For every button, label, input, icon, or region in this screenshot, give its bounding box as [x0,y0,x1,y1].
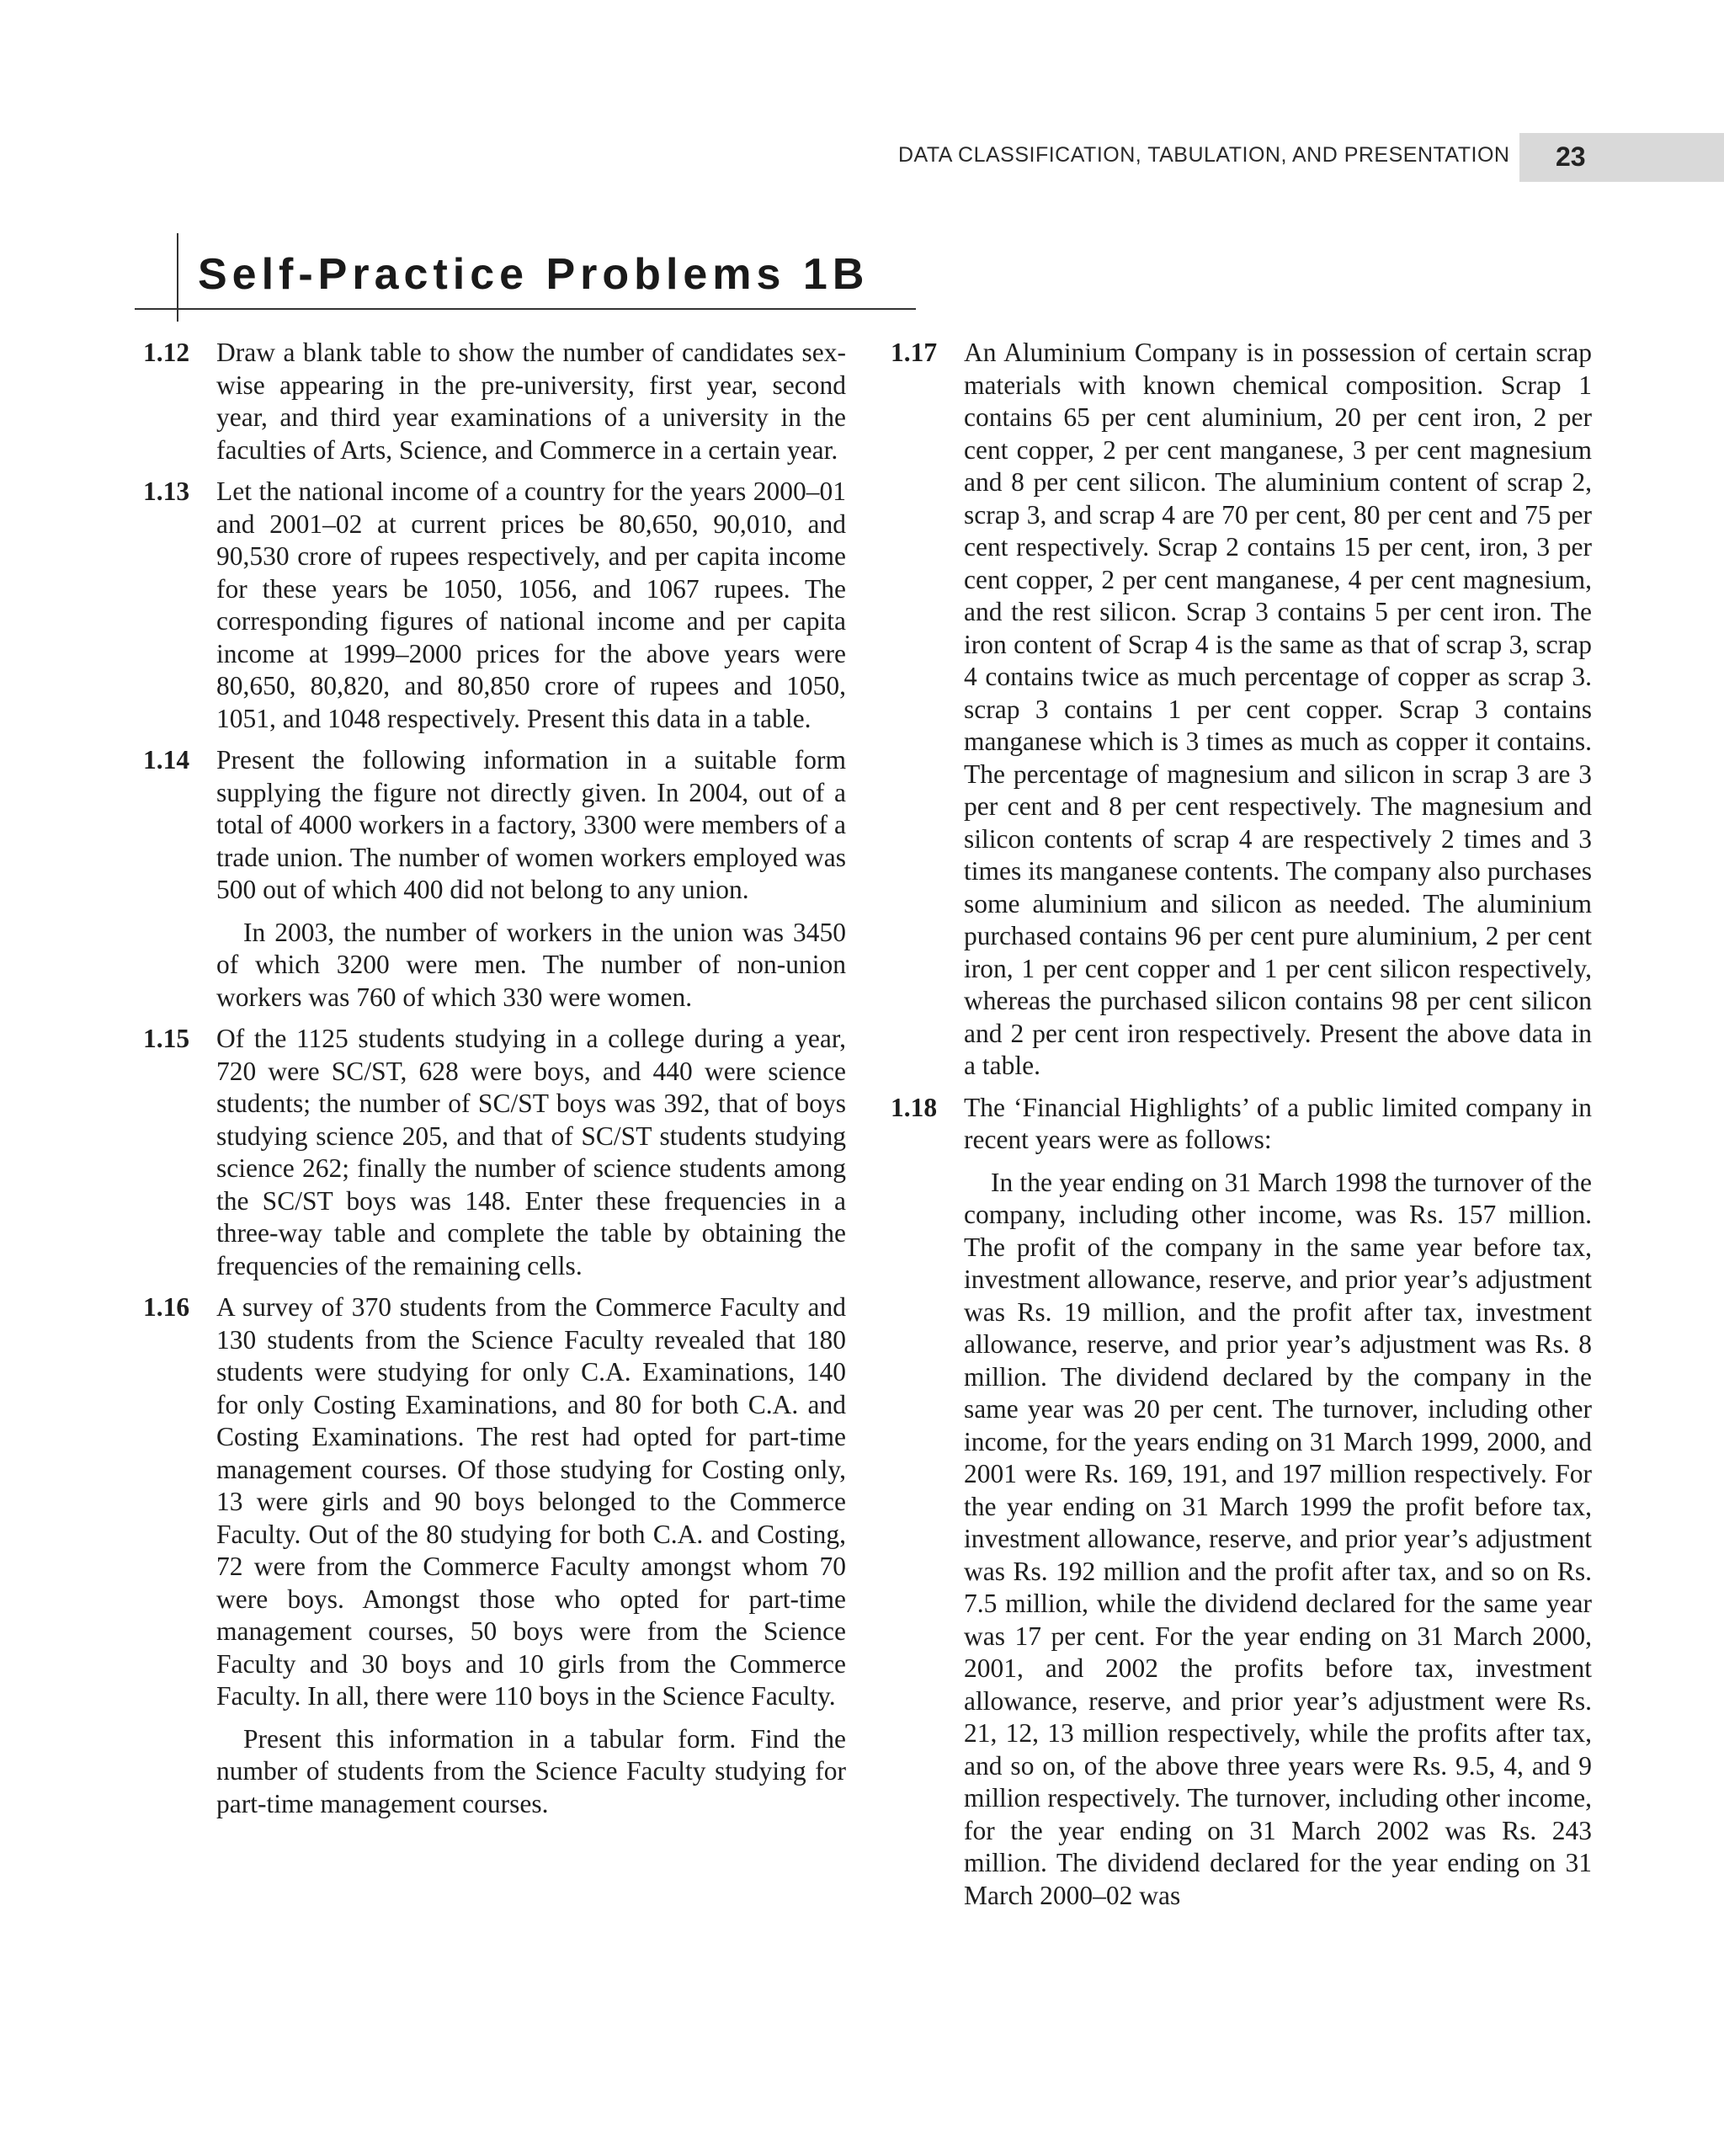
problem-text [216,337,846,466]
problem-text [216,1023,846,1282]
problem-number: 1.17 [891,338,938,367]
problem-text [216,744,846,1014]
section-title: Self-Practice Problems 1B [198,250,870,299]
problem-paragraph: Present the following information in a suitable form supplying the figure not directly given. In 2004, out of a total of 4000 workers in a factory, 3300 were members of a trade union. The number of women workers employed was 500 out of which 400 did not belong to any union. [216,745,846,904]
problem-text [216,1291,846,1820]
problem-1-18 [891,1092,1592,1913]
problem-number: 1.12 [143,338,190,367]
problem-number: 1.18 [891,1092,938,1122]
problem-number: 1.13 [143,476,190,506]
problem-paragraph: In the year ending on 31 March 1998 the turnover of the company, including other income, was Rs. 157 million. The profit of the company in the same year before tax, investment allowance, reserve, and prior year’s adjustment was Rs. 19 million, and the profit after tax, investment allowance, reserve, and prior year’s adjustment was Rs. 8 million. The dividend declared by the company in the same year was 20 per cent. The turnover, including other income, for the years ending on 31 March 1999, 2000, and 2001 were Rs. 169, 191, and 197 million respectively. For the year ending on 31 March 1999 the profit before tax, investment allowance, reserve, and prior year’s adjustment was Rs. 192 million and the profit after tax, and so on Rs. 7.5 million, while the dividend declared for the same year was 17 per cent. For the year ending on 31 March 2000, 2001, and 2002 the profits before tax, investment allowance, reserve, and prior year’s adjustment were Rs. 21, 12, 13 million respectively, while the profits after tax, and so on, of the above three years were Rs. 9.5, 4, and 9 million respectively. The turnover, including other income, for the year ending on 31 March 2002 was Rs. 243 million. The dividend declared for the year ending on 31 March 2000–02 was [964,1167,1592,1910]
problem-1-13 [143,476,846,735]
title-horizontal-rule [135,308,916,310]
problem-paragraph: Of the 1125 students studying in a college during a year, 720 were SC/ST, 628 were boys, and 440 were science students; the number of SC/ST boys was 392, that of boys studying science 205, and that of SC/ST students studying science 262; finally the number of science students among the SC/ST boys was 148. Enter these frequencies in a three-way table and complete the table by obtaining the frequencies of the remaining cells. [216,1024,846,1280]
problem-paragraph: A survey of 370 students from the Commerce Faculty and 130 students from the Science Faculty revealed that 180 students were studying for only C.A. Examinations, 140 for only Costing Examinations, and 80 for both C.A. and Costing Examinations. The rest had opted for part-time management courses. Of those studying for Costing only, 13 were girls and 90 boys belonged to the Commerce Faculty. Out of the 80 studying for both C.A. and Costing, 72 were from the Commerce Faculty amongst whom 70 were boys. Amongst those who opted for part-time management courses, 50 boys were from the Science Faculty and 30 boys and 10 girls from the Commerce Faculty. In all, there were 110 boys in the Science Faculty. [216,1292,846,1711]
problem-number: 1.16 [143,1292,190,1322]
problem-text [964,337,1592,1083]
problem-paragraph: The ‘Financial Highlights’ of a public limited company in recent years were as follows: [964,1092,1592,1154]
problem-1-12 [143,337,846,466]
problem-text [216,476,846,735]
problem-1-15 [143,1023,846,1282]
problem-1-16 [143,1291,846,1820]
right-column [891,337,1592,1921]
left-column [143,337,846,1829]
page-number: 23 [1556,141,1586,172]
problem-paragraph: Let the national income of a country for the years 2000–01 and 2001–02 at current prices be 80,650, 90,010, and 90,530 crore of rupees respectively, and per capita income for these years be 1050, 1056, and 1067 rupees. The corresponding figures of national income and per capita income at 1999–2000 prices for the above years were 80,650, 80,820, and 80,850 crore of rupees and 1050, 1051, and 1048 respectively. Present this data in a table. [216,476,846,733]
problem-paragraph: Present this information in a tabular form. Find the number of students from the Science Faculty studying for part-time management courses. [216,1723,846,1818]
problem-paragraph: In 2003, the number of workers in the union was 3450 of which 3200 were men. The number of non-union workers was 760 of which 330 were women. [216,917,846,1012]
problem-text [964,1092,1592,1913]
problem-1-17 [891,337,1592,1083]
problem-paragraph: Draw a blank table to show the number of candidates sex-wise appearing in the pre-university, first year, second year, and third year examinations of a university in the faculties of Arts, Science, and Commerce in a certain year. [216,338,846,465]
problem-number: 1.14 [143,745,190,775]
problem-1-14 [143,744,846,1014]
problem-paragraph: An Aluminium Company is in possession of certain scrap materials with known chemical composition. Scrap 1 contains 65 per cent aluminium, 20 per cent iron, 2 per cent copper, 2 per cent manganese, 3 per cent magnesium and 8 per cent silicon. The aluminium content of scrap 2, scrap 3, and scrap 4 are 70 per cent, 80 per cent and 75 per cent respectively. Scrap 2 contains 15 per cent, iron, 3 per cent copper, 2 per cent manganese, 4 per cent magnesium, and the rest silicon. Scrap 3 contains 5 per cent iron. The iron content of Scrap 4 is the same as that of scrap 3, scrap 4 contains twice as much percentage of copper as scrap 3. scrap 3 contains 1 per cent copper. Scrap 3 contains manganese which is 3 times as much as copper it contains. The percentage of magnesium and silicon in scrap 3 are 3 per cent and 8 per cent respectively. The magnesium and silicon contents of scrap 4 are respectively 2 times and 3 times its manganese contents. The company also purchases some aluminium and silicon as needed. The aluminium purchased contains 96 per cent pure aluminium, 2 per cent iron, 1 per cent copper and 1 per cent silicon respectively, whereas the purchased silicon contains 98 per cent silicon and 2 per cent iron respectively. Present the above data in a table. [964,338,1592,1080]
problem-number: 1.15 [143,1024,190,1053]
running-head: DATA CLASSIFICATION, TABULATION, AND PRESENTATION [898,143,1510,167]
page-number-box [1519,133,1724,182]
